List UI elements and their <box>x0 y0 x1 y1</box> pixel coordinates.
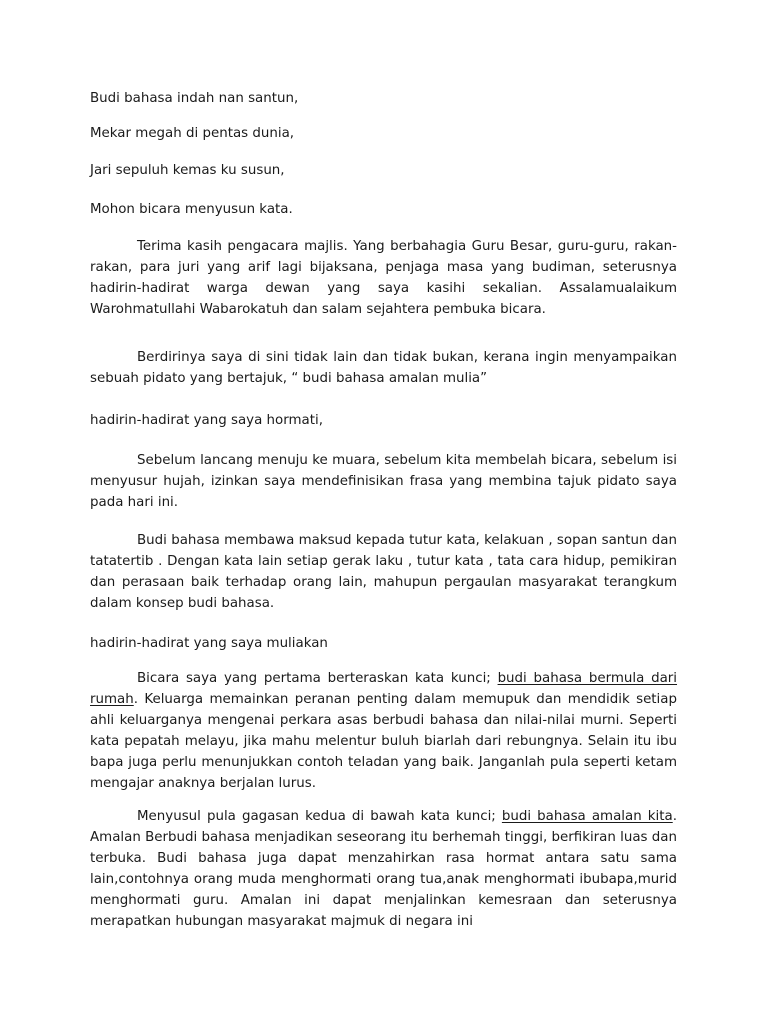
point-two-keyword: budi bahasa amalan kita <box>501 809 673 824</box>
point-one-lead: Bicara saya yang pertama berteraskan kata kunci; <box>137 671 498 686</box>
point-two-lead: Menyusul pula gagasan kedua di bawah kata kunci; <box>137 809 502 824</box>
poem-line-4: Mohon bicara menyusun kata. <box>90 202 293 217</box>
point-one-keyword: budi bahasa bermula dari rumah <box>90 671 678 707</box>
point-two-paragraph <box>90 806 677 932</box>
address-hormati: hadirin-hadirat yang saya hormati, <box>90 413 323 428</box>
topic-paragraph: Berdirinya saya di sini tidak lain dan tidak bukan, kerana ingin menyampaikan sebuah pidato yang bertajuk, “ budi bahasa amalan mulia” <box>90 350 677 386</box>
address-muliakan: hadirin-hadirat yang saya muliakan <box>90 636 328 651</box>
definition-paragraph: Budi bahasa membawa maksud kepada tutur kata, kelakuan , sopan santun dan tatatertib . Dengan kata lain setiap gerak laku , tutur kata , tata cara hidup, pemikiran dan perasaan baik terhadap orang lain, mahupun pergaulan masyarakat terangkum dalam konsep budi bahasa. <box>90 533 677 611</box>
greeting-paragraph: Terima kasih pengacara majlis. Yang berbahagia Guru Besar, guru-guru, rakan-rakan, para juri yang arif lagi bijaksana, penjaga masa yang budiman, seterusnya hadirin-hadirat warga dewan yang saya kasihi sekalian. Assalamualaikum Warohmatullahi Wabarokatuh dan salam sejahtera pembuka bicara. <box>90 239 677 317</box>
definition-intro-paragraph: Sebelum lancang menuju ke muara, sebelum kita membelah bicara, sebelum isi menyusur hujah, izinkan saya mendefinisikan frasa yang membina tajuk pidato saya pada hari ini. <box>90 453 677 510</box>
poem-line-1: Budi bahasa indah nan santun, <box>90 91 299 106</box>
point-one-body: . Keluarga memainkan peranan penting dalam memupuk dan mendidik setiap ahli keluarganya mengenai perkara asas berbudi bahasa dan nilai-nilai murni. Seperti kata pepatah melayu, jika mahu melentur buluh biarlah dari rebungnya. Selain itu ibu bapa juga perlu menunjukkan contoh teladan yang baik. Janganlah pula seperti ketam mengajar anaknya berjalan lurus. <box>90 692 677 791</box>
point-two-body: . Amalan Berbudi bahasa menjadikan seseorang itu berhemah tinggi, berfikiran luas dan terbuka. Budi bahasa juga dapat menzahirkan rasa hormat antara satu sama lain,contohnya orang muda menghormati orang tua,anak menghormati ibubapa,murid menghormati guru. Amalan ini dapat menjalinkan kemesraan dan seterusnya merapatkan hubungan masyarakat majmuk di negara ini <box>90 809 677 929</box>
point-one-paragraph <box>90 668 677 794</box>
poem-line-3: Jari sepuluh kemas ku susun, <box>90 163 285 178</box>
poem-line-2: Mekar megah di pentas dunia, <box>90 126 295 141</box>
